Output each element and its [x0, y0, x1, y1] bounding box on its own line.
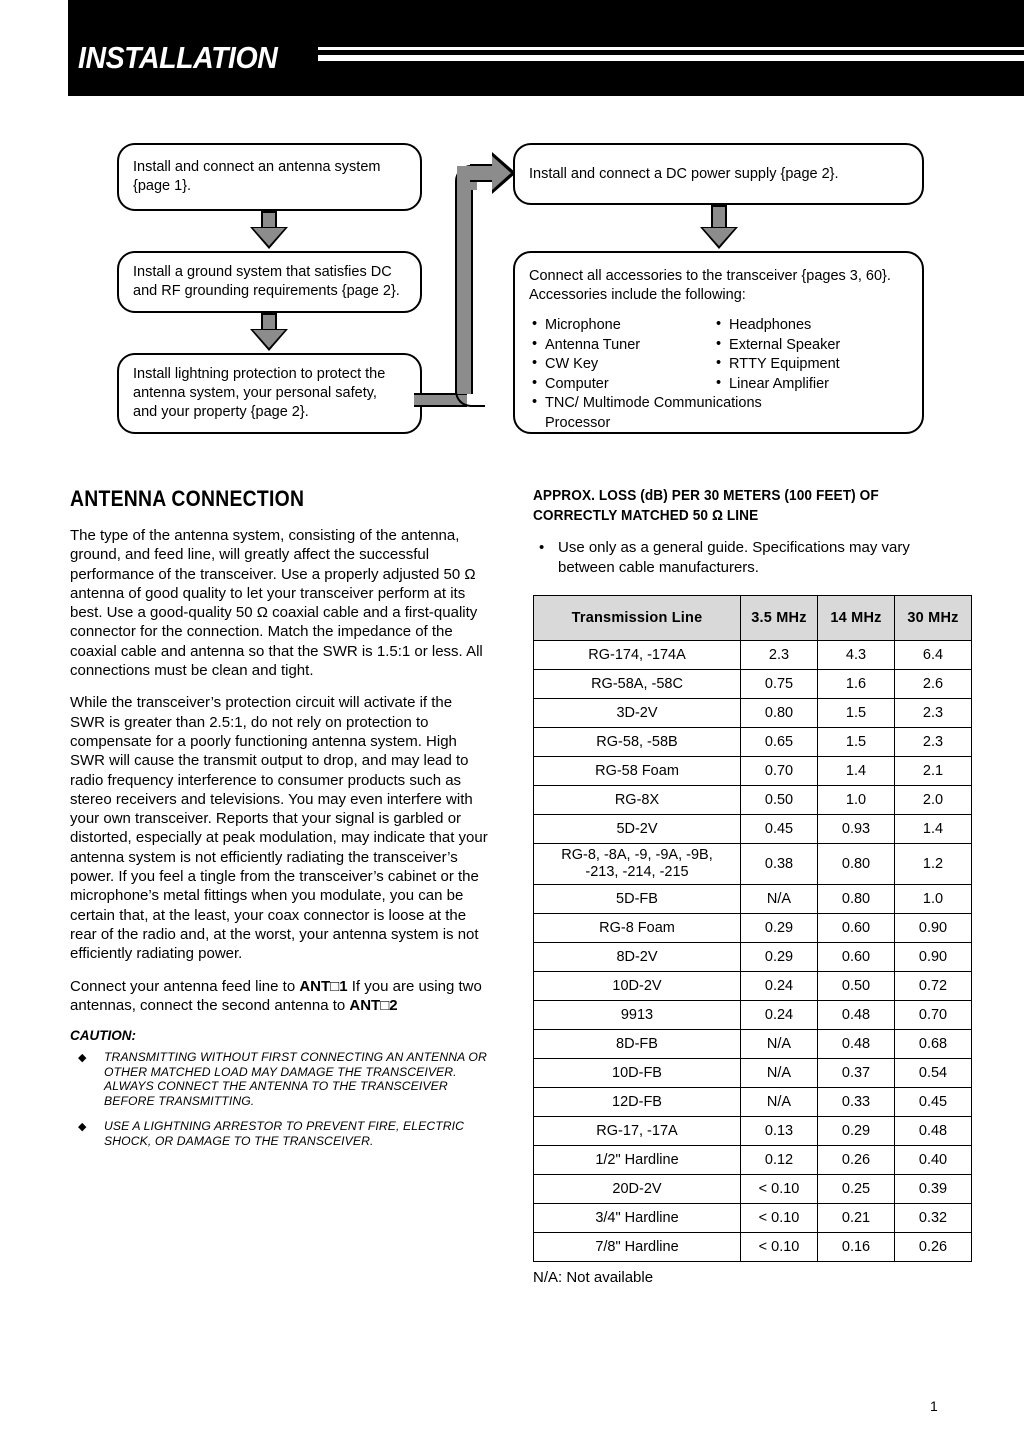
cell-loss-value: 0.70 — [741, 757, 818, 786]
cell-loss-value: 2.3 — [895, 728, 972, 757]
caution-label: CAUTION: — [70, 1028, 136, 1044]
cell-loss-value: 2.3 — [895, 699, 972, 728]
cell-transmission-line: RG-8X — [534, 786, 741, 815]
cell-transmission-line: 12D-FB — [534, 1088, 741, 1117]
table-row — [534, 815, 972, 844]
down-arrow-icon — [250, 313, 288, 353]
cell-transmission-line: RG-174, -174A — [534, 641, 741, 670]
page-title: INSTALLATION — [78, 40, 278, 75]
column-header-30-mhz: 30 MHz — [895, 596, 972, 641]
na-legend-note: N/A: Not available — [533, 1269, 654, 1286]
caution-item — [70, 1050, 488, 1108]
cell-loss-value: 1.4 — [818, 757, 895, 786]
cell-loss-value: N/A — [741, 1088, 818, 1117]
cell-transmission-line: 10D-2V — [534, 972, 741, 1001]
cell-loss-value: 0.50 — [818, 972, 895, 1001]
cable-loss-table — [533, 595, 972, 1262]
cell-loss-value: 0.21 — [818, 1204, 895, 1233]
feedline-text-part2: If you are using two antennas, connect the second antenna to — [70, 977, 482, 1014]
accessories-list-left — [529, 316, 709, 394]
cell-transmission-line: 20D-2V — [534, 1175, 741, 1204]
cell-loss-value: 1.0 — [818, 786, 895, 815]
feedline-text-part1: Connect your antenna feed line to — [70, 977, 300, 995]
list-item: • TNC/ Multimode Communications — [529, 394, 908, 414]
cell-transmission-line: 7/8" Hardline — [534, 1233, 741, 1262]
installation-flowchart — [0, 0, 1024, 470]
flow-box-accessories — [513, 251, 924, 434]
diamond-bullet-icon: ◆ — [78, 1121, 87, 1134]
cell-loss-value: 0.93 — [818, 815, 895, 844]
cell-loss-value: 0.37 — [818, 1059, 895, 1088]
cell-loss-value: 0.45 — [741, 815, 818, 844]
cell-loss-value: < 0.10 — [741, 1204, 818, 1233]
cell-loss-value: 1.0 — [895, 885, 972, 914]
table-header-row — [534, 596, 972, 641]
table-body — [534, 641, 972, 1262]
flow-box-antenna-line-2: {page 1}. — [133, 178, 192, 194]
cell-transmission-line: RG-58A, -58C — [534, 670, 741, 699]
flow-box-lightning-line-2: antenna system, your personal safety, — [133, 385, 377, 401]
cell-transmission-line: 5D-FB — [534, 885, 741, 914]
cell-loss-value: 4.3 — [818, 641, 895, 670]
flow-box-antenna — [117, 143, 422, 211]
ant-connector-2-label: ANT□2 — [349, 996, 398, 1014]
cell-loss-value: 0.80 — [818, 844, 895, 885]
cell-loss-value: 2.1 — [895, 757, 972, 786]
cell-transmission-line: 9913 — [534, 1001, 741, 1030]
flow-box-power-supply-line-1: Install and connect a DC power supply {page 2}. — [529, 165, 839, 182]
cell-loss-value: 0.38 — [741, 844, 818, 885]
cell-loss-value: 0.60 — [818, 943, 895, 972]
down-arrow-icon — [250, 211, 288, 251]
cell-transmission-line: 3D-2V — [534, 699, 741, 728]
down-arrow-icon — [700, 205, 738, 251]
cell-loss-value: N/A — [741, 1059, 818, 1088]
table-row — [534, 914, 972, 943]
connector-arrowhead-inner — [492, 156, 511, 190]
flow-box-power-supply — [513, 143, 924, 205]
cell-loss-value: 0.70 — [895, 1001, 972, 1030]
flow-box-ground-line-1: Install a ground system that satisfies DC — [133, 264, 392, 280]
table-row — [534, 1059, 972, 1088]
cell-loss-value: 0.48 — [818, 1030, 895, 1059]
paragraph-swr-warning: While the transceiver’s protection circuit will activate if the SWR is greater than 2.5:1, do not rely on protection to compensate for a poorly functioning antenna system. High SWR will cause the transmit output to drop, and may lead to radio frequency interference to consumer products such as stereo receivers and televisions. You may even interfere with your own transceiver. Reports that your signal is garbled or distorted, especially at peak modulation, may indicate that your antenna system is not efficiently radiating the transceiver’s power. If you feel a tingle from the transceiver’s cabinet or the microphone’s metal fittings when you modulate, you can be certain that, at the least, your coax connector is loose at the rear of the radio and, at the worst, your antenna system is not efficiently radiating power. — [70, 694, 488, 963]
table-row — [534, 885, 972, 914]
cell-loss-value: 0.29 — [741, 943, 818, 972]
cell-loss-value: 0.29 — [741, 914, 818, 943]
table-usage-note: • Use only as a general guide. Specifications may vary between cable manufacturers. — [533, 538, 953, 577]
caution-item — [70, 1119, 488, 1148]
cell-loss-value: N/A — [741, 885, 818, 914]
paragraph-feed-line-connection — [70, 977, 488, 1016]
cell-loss-value: 1.6 — [818, 670, 895, 699]
list-item: • Microphone — [529, 316, 709, 336]
flow-box-ground — [117, 251, 422, 313]
cell-loss-value: 1.5 — [818, 699, 895, 728]
cell-loss-value: 0.45 — [895, 1088, 972, 1117]
cell-loss-value: 0.48 — [895, 1117, 972, 1146]
cell-loss-value: 0.90 — [895, 943, 972, 972]
cell-loss-value: 0.54 — [895, 1059, 972, 1088]
table-title-line-1: APPROX. LOSS (dB) PER 30 METERS (100 FEET) OF — [533, 488, 879, 504]
cell-loss-value: 0.50 — [741, 786, 818, 815]
flow-box-ground-line-2: and RF grounding requirements {page 2}. — [133, 283, 400, 299]
table-row — [534, 1030, 972, 1059]
cell-loss-value: 0.48 — [818, 1001, 895, 1030]
table-row — [534, 1175, 972, 1204]
cell-loss-value: 0.24 — [741, 1001, 818, 1030]
flow-box-accessories-intro-1: Connect all accessories to the transceiver {pages 3, 60}. — [529, 268, 891, 284]
cell-loss-value: 0.26 — [818, 1146, 895, 1175]
cell-loss-value: 0.80 — [741, 699, 818, 728]
cell-loss-value: 1.2 — [895, 844, 972, 885]
table-row — [534, 844, 972, 885]
table-row — [534, 670, 972, 699]
table-row — [534, 943, 972, 972]
cell-transmission-line: 10D-FB — [534, 1059, 741, 1088]
section-heading-antenna-connection: ANTENNA CONNECTION — [70, 486, 305, 511]
table-row — [534, 1204, 972, 1233]
flow-box-lightning-line-3: and your property {page 2}. — [133, 404, 309, 420]
cell-loss-value: 1.4 — [895, 815, 972, 844]
caution-item-text: TRANSMITTING WITHOUT FIRST CONNECTING AN ANTENNA OR OTHER MATCHED LOAD MAY DAMAGE THE TRANSCEIVER. ALWAYS CONNECT THE ANTENNA TO THE TRANSCEIVER BEFORE TRANSMITTING. — [104, 1050, 487, 1108]
page-number: 1 — [930, 1398, 938, 1414]
list-item: • Linear Amplifier — [713, 375, 840, 395]
cell-loss-value: 0.40 — [895, 1146, 972, 1175]
cell-transmission-line: 1/2" Hardline — [534, 1146, 741, 1175]
cell-loss-value: 0.13 — [741, 1117, 818, 1146]
cell-loss-value: 0.39 — [895, 1175, 972, 1204]
table-row — [534, 728, 972, 757]
caution-item-text: USE A LIGHTNING ARRESTOR TO PREVENT FIRE, ELECTRIC SHOCK, OR DAMAGE TO THE TRANSCEIVER. — [104, 1119, 465, 1148]
cell-transmission-line: RG-8, -8A, -9, -9A, -9B, -213, -214, -215 — [534, 844, 741, 885]
cell-loss-value: 0.68 — [895, 1030, 972, 1059]
cell-loss-value: < 0.10 — [741, 1233, 818, 1262]
ant-connector-1-label: ANT□1 — [299, 977, 348, 995]
connector-arrow-segment-vertical — [455, 182, 473, 394]
cell-loss-value: 0.90 — [895, 914, 972, 943]
list-item: • RTTY Equipment — [713, 355, 840, 375]
accessories-list-right — [713, 316, 840, 394]
cell-loss-value: 0.32 — [895, 1204, 972, 1233]
cell-transmission-line: RG-58, -58B — [534, 728, 741, 757]
flow-box-accessories-intro-2: Accessories include the following: — [529, 287, 746, 303]
cell-loss-value: 0.25 — [818, 1175, 895, 1204]
table-row — [534, 1001, 972, 1030]
left-text-column — [70, 486, 488, 1159]
cell-loss-value: 0.24 — [741, 972, 818, 1001]
table-row — [534, 1146, 972, 1175]
cell-loss-value: 0.26 — [895, 1233, 972, 1262]
cell-loss-value: 0.65 — [741, 728, 818, 757]
table-row — [534, 1233, 972, 1262]
cell-transmission-line: RG-8 Foam — [534, 914, 741, 943]
column-header-3-5-mhz: 3.5 MHz — [741, 596, 818, 641]
table-row — [534, 1117, 972, 1146]
cell-transmission-line: 8D-FB — [534, 1030, 741, 1059]
cell-loss-value: 2.0 — [895, 786, 972, 815]
cell-loss-value: < 0.10 — [741, 1175, 818, 1204]
cell-loss-value: 2.6 — [895, 670, 972, 699]
cell-loss-value: 6.4 — [895, 641, 972, 670]
cell-loss-value: 0.33 — [818, 1088, 895, 1117]
cell-loss-value: 1.5 — [818, 728, 895, 757]
paragraph-antenna-system: The type of the antenna system, consisting of the antenna, ground, and feed line, will greatly affect the successful performance of the transceiver. Use a properly adjusted 50 Ω antenna of good quality to let your transceiver perform at its best. Use a good-quality 50 Ω coaxial cable and a first-quality connector for the connection. Match the impedance of the coaxial cable and antenna so that the SWR is 1.5:1 or less. All connections must be clean and tight. — [70, 527, 483, 680]
table-title-line-2: CORRECTLY MATCHED 50 Ω LINE — [533, 508, 759, 524]
list-item: • Antenna Tuner — [529, 336, 709, 356]
list-item-continuation: Processor — [545, 414, 611, 431]
cell-loss-value: 0.12 — [741, 1146, 818, 1175]
cell-transmission-line: 3/4" Hardline — [534, 1204, 741, 1233]
table-row — [534, 699, 972, 728]
cell-loss-value: 2.3 — [741, 641, 818, 670]
cell-transmission-line: 5D-2V — [534, 815, 741, 844]
cell-loss-value: 0.60 — [818, 914, 895, 943]
cell-loss-value: 0.16 — [818, 1233, 895, 1262]
list-item: • External Speaker — [713, 336, 840, 356]
list-item: • CW Key — [529, 355, 709, 375]
column-header-transmission-line: Transmission Line — [534, 596, 741, 641]
list-item: • Computer — [529, 375, 709, 395]
table-row — [534, 641, 972, 670]
cell-transmission-line: 8D-2V — [534, 943, 741, 972]
table-row — [534, 1088, 972, 1117]
flow-box-lightning — [117, 353, 422, 434]
table-row — [534, 757, 972, 786]
list-item: • Headphones — [713, 316, 840, 336]
diamond-bullet-icon: ◆ — [78, 1052, 87, 1065]
cell-loss-value: 0.29 — [818, 1117, 895, 1146]
flow-box-lightning-line-1: Install lightning protection to protect the — [133, 366, 386, 382]
table-row — [534, 972, 972, 1001]
flow-box-antenna-line-1: Install and connect an antenna system — [133, 159, 381, 175]
cell-transmission-line: RG-17, -17A — [534, 1117, 741, 1146]
cell-loss-value: N/A — [741, 1030, 818, 1059]
cell-loss-value: 0.80 — [818, 885, 895, 914]
connector-arrow-corner-bottom — [455, 377, 485, 407]
cell-transmission-line: RG-58 Foam — [534, 757, 741, 786]
column-header-14-mhz: 14 MHz — [818, 596, 895, 641]
right-table-column — [533, 486, 959, 1286]
cell-loss-value: 0.72 — [895, 972, 972, 1001]
table-title — [533, 486, 928, 526]
cell-loss-value: 0.75 — [741, 670, 818, 699]
table-row — [534, 786, 972, 815]
